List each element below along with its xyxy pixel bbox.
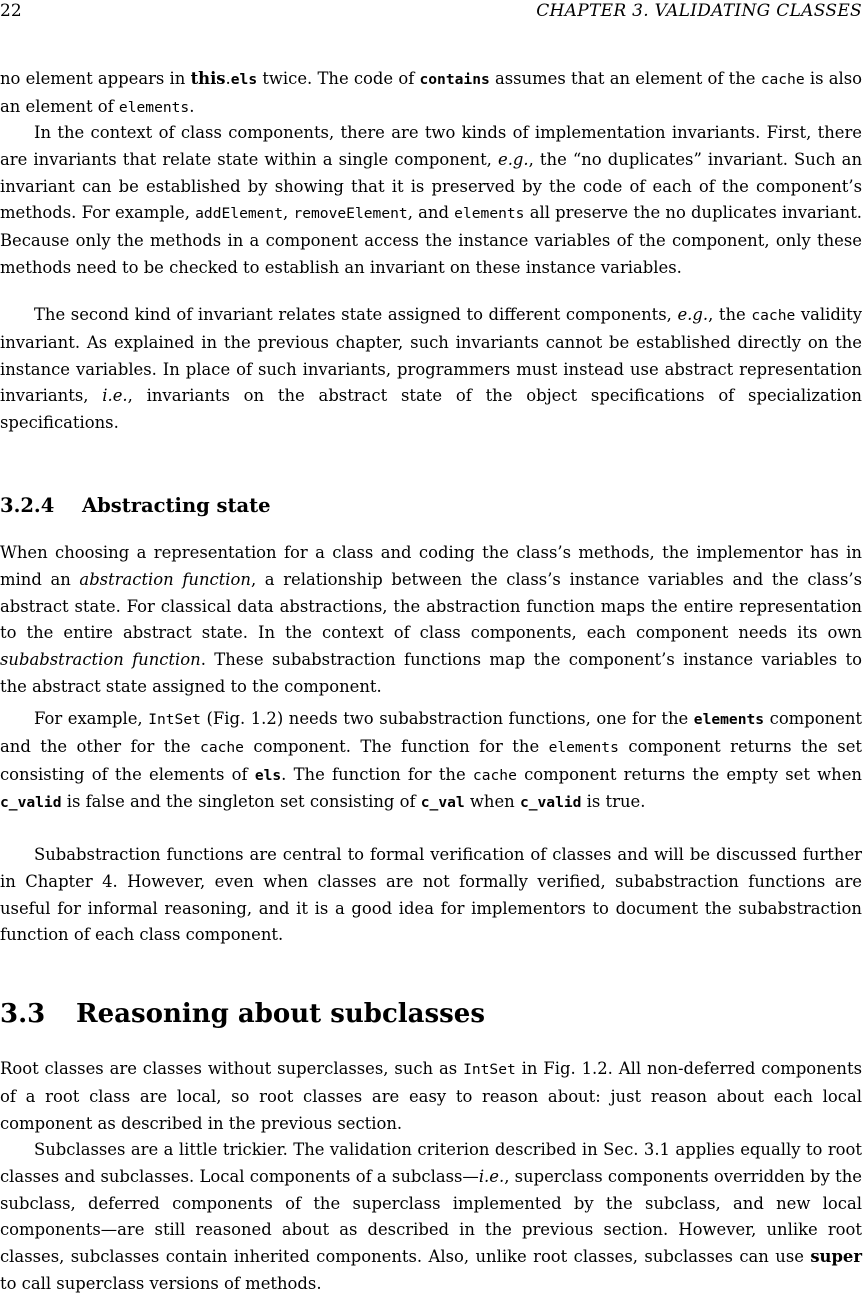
- code-addElement: addElement: [195, 205, 284, 223]
- paragraph-1: [0, 66, 862, 122]
- paragraph-8: [0, 1137, 862, 1298]
- paragraph-text: For example, IntSet (Fig. 1.2) needs two subabstraction functions, one for the elements component and the other for the cache component. The function for the elements component returns the set consisting of the elements of els. The function for the cache component returns the empty set when c_valid is false and the singleton set consisting of c_val when c_valid is true.: [0, 709, 863, 812]
- code-elements: elements: [118, 98, 190, 116]
- page-number: 22: [0, 1, 22, 21]
- paragraph-6: [0, 842, 862, 949]
- code-intset: IntSet: [148, 711, 201, 728]
- paragraph-3: [0, 302, 862, 437]
- code-c-val: c_val: [420, 794, 465, 812]
- code-els: els: [230, 71, 258, 88]
- abbr-ie: i.e.: [478, 1166, 505, 1186]
- paragraph-2: [0, 120, 862, 282]
- code-c-valid: c_valid: [0, 794, 62, 812]
- code-contains: contains: [419, 71, 490, 88]
- subsection-heading: [0, 494, 271, 518]
- code-c-valid: c_valid: [519, 794, 582, 812]
- paragraph-5: [0, 706, 862, 817]
- subsection-number: 3.2.4: [0, 494, 55, 517]
- paragraph-text: Root classes are classes without superclasses, such as IntSet in Fig. 1.2. All non-deferred components of a root class are local, so root classes are easy to reason about: just reason about each local component as described in the previous section.: [0, 1059, 862, 1133]
- paragraph-text: In the context of class components, there are two kinds of implementation invariants. First, there are invariants that relate state within a single component, e.g., the “no duplicates” invariant. Such an invariant can be established by showing that it is preserved by the code of each of the component’s methods. For example, addElement, removeElement, and elements all preserve the no duplicates invariant. Because only the methods in a component access the instance variables of the component, only these methods need to be checked to establish an invariant on these instance variables.: [0, 123, 862, 277]
- running-head: [0, 0, 862, 24]
- code-elements: elements: [693, 711, 765, 728]
- keyword-super: super: [810, 1247, 862, 1267]
- code-intset: IntSet: [463, 1061, 516, 1078]
- keyword-this: this: [190, 69, 226, 88]
- section-title: Reasoning about subclasses: [76, 999, 485, 1029]
- paragraph-text: The second kind of invariant relates state assigned to different components, e.g., the cache validity invariant. As explained in the previous chapter, such invariants cannot be established directly on the instance variables. In place of such invariants, programmers must instead use abstract representation invariants, i.e., invariants on the abstract state of the object specifications of specialization specifications.: [0, 305, 862, 433]
- abbr-ie: i.e.: [102, 386, 128, 406]
- code-cache: cache: [760, 71, 805, 88]
- code-cache: cache: [200, 738, 244, 756]
- abbr-eg: e.g.: [677, 305, 709, 324]
- code-els: els: [254, 766, 282, 784]
- abbr-eg: e.g.: [498, 149, 529, 169]
- code-removeElement: removeElement: [293, 205, 408, 223]
- code-elements: elements: [548, 738, 619, 756]
- code-cache: cache: [472, 766, 517, 784]
- paragraph-text: When choosing a representation for a class and coding the class’s methods, the implementor has in mind an abstraction function, a relationship between the class’s instance variables and the class’s abstract state. For classical data abstractions, the abstraction function maps the entire representation to the entire abstract state. In the context of class components, each component needs its own subabstraction function. These subabstraction functions map the component’s instance variables to the abstract state assigned to the component.: [0, 543, 862, 696]
- term-abstraction-function: abstraction function: [79, 569, 251, 589]
- term-subabstraction-function: subabstraction function: [0, 650, 201, 670]
- paragraph-text: no element appears in this.els twice. The code of contains assumes that an element of the cache is also an element of elements.: [0, 69, 863, 116]
- paragraph-text: Subclasses are a little trickier. The validation criterion described in Sec. 3.1 applies equally to root classes and subclasses. Local components of a subclass—i.e., superclass components overridden by the subclass, deferred components of the superclass implemented by the subclass, and new local components—are still reasoned about as described in the previous section. However, unlike root classes, subclasses contain inherited components. Also, unlike root classes, subclasses can use super to call superclass versions of methods.: [0, 1140, 863, 1293]
- code-elements: elements: [454, 205, 525, 223]
- code-cache: cache: [751, 307, 796, 324]
- section-number: 3.3: [0, 999, 46, 1029]
- section-heading: [0, 999, 485, 1029]
- paragraph-7: [0, 1056, 862, 1137]
- paragraph-text: Subabstraction functions are central to formal verification of classes and will be discussed further in Chapter 4. However, even when classes are not formally verified, subabstraction functions are useful for informal reasoning, and it is a good idea for implementors to document the subabstraction function of each class component.: [0, 845, 862, 945]
- paragraph-4: [0, 540, 862, 701]
- chapter-title: CHAPTER 3. VALIDATING CLASSES: [536, 1, 862, 21]
- subsection-title: Abstracting state: [82, 494, 271, 517]
